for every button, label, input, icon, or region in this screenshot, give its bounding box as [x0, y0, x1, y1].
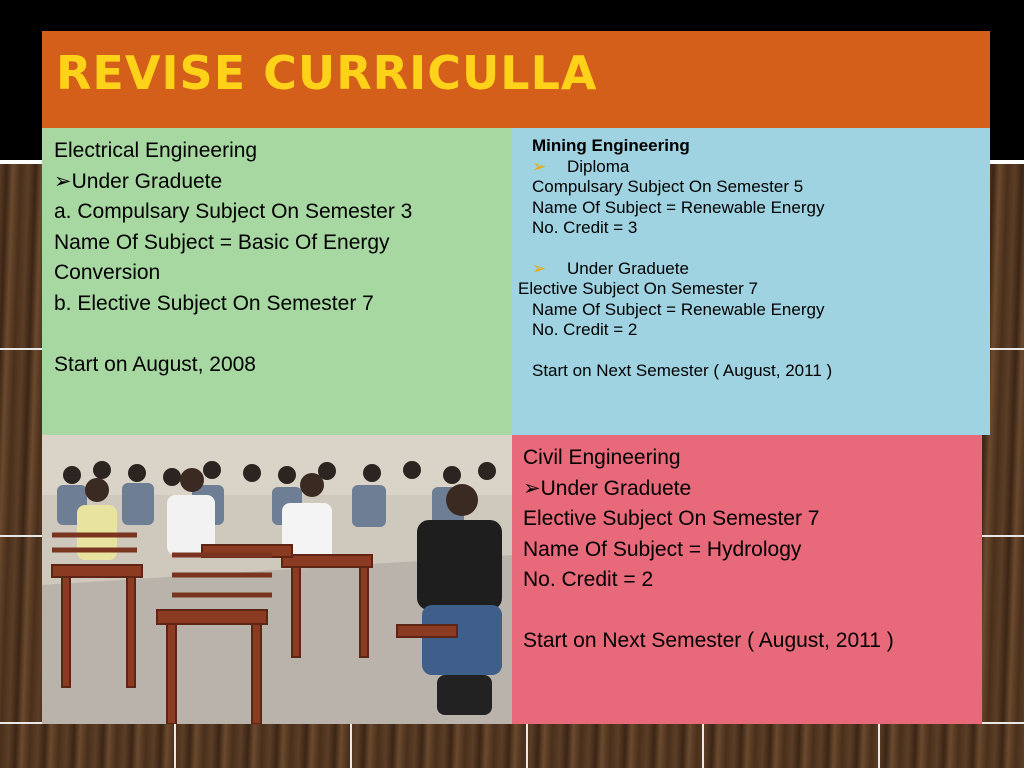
electrical-subject-line1: Name Of Subject = Basic Of Energy: [54, 230, 390, 254]
arrow-bullet-icon: ➢: [532, 258, 547, 278]
mining-undergrad-label: Under Graduete: [567, 258, 689, 278]
civil-level-label: Under Graduete: [540, 476, 692, 500]
electrical-item-b: b. Elective Subject On Semester 7: [54, 291, 374, 315]
students-photo-illustration: [42, 435, 512, 724]
electrical-engineering-panel: [42, 128, 512, 435]
electrical-level: [54, 167, 512, 198]
mining-diploma-subject: Name Of Subject = Renewable Energy: [532, 197, 825, 217]
civil-semester: Elective Subject On Semester 7: [523, 507, 820, 531]
slide-title: REVISE CURRICULLA: [56, 46, 598, 100]
civil-start: Start on Next Semester ( August, 2011 ): [523, 628, 894, 652]
electrical-item-a: a. Compulsary Subject On Semester 3: [54, 200, 413, 224]
electrical-heading: Electrical Engineering: [54, 139, 258, 162]
electrical-start: Start on August, 2008: [54, 352, 256, 376]
mining-undergrad-credit: No. Credit = 2: [532, 320, 638, 339]
mining-diploma-label: Diploma: [567, 156, 630, 176]
mining-undergrad-subject: Name Of Subject = Renewable Energy: [532, 299, 825, 319]
electrical-level-label: Under Graduete: [71, 169, 223, 193]
civil-engineering-panel: [512, 435, 982, 724]
civil-level: [523, 474, 982, 505]
mining-engineering-panel: [512, 128, 990, 435]
arrow-bullet-icon: ➢: [523, 476, 541, 500]
arrow-bullet-icon: ➢: [54, 169, 72, 193]
mining-diploma-level: [532, 157, 990, 178]
mining-start: Start on Next Semester ( August, 2011 ): [532, 360, 833, 380]
civil-heading: Civil Engineering: [523, 446, 681, 469]
classroom-photo: [42, 435, 512, 724]
electrical-subject-line2: Conversion: [54, 261, 161, 285]
mining-heading: Mining Engineering: [532, 136, 690, 155]
civil-subject: Name Of Subject = Hydrology: [523, 537, 802, 561]
mining-diploma-semester: Compulsary Subject On Semester 5: [532, 177, 804, 196]
civil-credit: No. Credit = 2: [523, 568, 654, 592]
mining-undergrad-semester: Elective Subject On Semester 7: [518, 279, 759, 298]
mining-undergrad-level: [532, 259, 990, 280]
arrow-bullet-icon: ➢: [532, 156, 547, 176]
mining-diploma-credit: No. Credit = 3: [532, 218, 638, 237]
